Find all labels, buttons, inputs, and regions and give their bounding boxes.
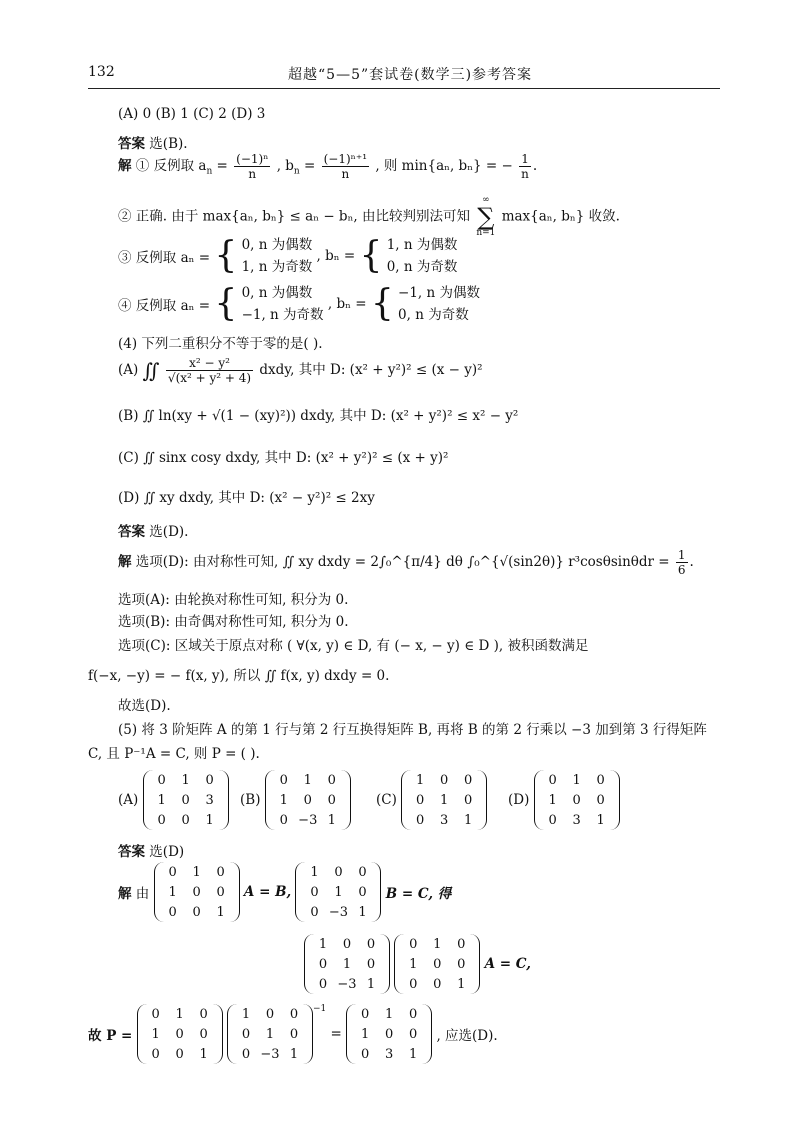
matrix-cell: 0 — [440, 772, 449, 788]
matrix-cell: 0 — [241, 1026, 251, 1042]
matrix-cell: 3 — [205, 792, 214, 808]
matrix-row — [311, 974, 383, 994]
matrix-cell: 3 — [440, 812, 449, 828]
matrix-row — [302, 862, 374, 882]
matrix-row — [272, 810, 344, 830]
q4-option-d: (D) ∬ xy dxdy, 其中 D: (x² − y²)² ≤ 2xy — [118, 490, 375, 506]
q5-final — [88, 1004, 498, 1064]
text: , bₙ = — [327, 296, 367, 312]
matrix-cell: 0 — [572, 792, 581, 808]
matrix-row — [144, 1004, 216, 1024]
q4-solution-c2: f(−x, −y) = − f(x, y), 所以 ∬ f(x, y) dxdy = 0. — [88, 668, 390, 684]
matrix — [143, 770, 229, 830]
q5-stem-1: (5) 将 3 阶矩阵 A 的第 1 行与第 2 行互换得矩阵 B, 再将 B 的第 2 行乘以 −3 加到第 3 行得矩阵 — [118, 722, 707, 738]
frac-num: (−1)ⁿ — [236, 152, 269, 166]
case-1: 0, n 为偶数 — [241, 237, 313, 253]
header-title: 超越“5—5”套试卷(数学三)参考答案 — [288, 67, 533, 83]
matrix-cell: 0 — [310, 904, 319, 920]
matrix-cell: 0 — [199, 1006, 208, 1022]
text: dxdy, 其中 D: (x² + y²)² ≤ (x − y)² — [259, 362, 483, 378]
text: 故 P = — [88, 1028, 133, 1044]
matrix-cell: 0 — [385, 1026, 394, 1042]
frac-den: 6 — [677, 563, 686, 577]
matrix — [295, 862, 381, 922]
text: ④ 反例取 aₙ = — [118, 298, 211, 314]
q3-answer — [118, 132, 188, 152]
matrix-cell: 0 — [199, 1026, 208, 1042]
frac-num: 1 — [677, 548, 686, 562]
matrix-cell: 1 — [548, 792, 557, 808]
matrix-cell: 0 — [289, 1026, 299, 1042]
text: B = C, 得 — [385, 886, 452, 902]
matrix-cell: 0 — [192, 884, 201, 900]
fraction — [166, 356, 253, 385]
matrix-cell: 0 — [318, 976, 328, 992]
matrix-cell: 1 — [318, 936, 328, 952]
answer-label: 答案 — [118, 844, 145, 860]
q4-solution-c1: 选项(C): 区域关于原点对称 ( ∀(x, y) ∈ D, 有 (− x, − y) ∈ D ), 被积函数满足 — [118, 638, 589, 654]
fraction — [519, 152, 531, 181]
matrix-cell: 0 — [216, 864, 225, 880]
case-2: 0, n 为奇数 — [386, 259, 458, 275]
inverse-exponent: −1 — [312, 1004, 327, 1014]
matrix-cell: 1 — [327, 812, 336, 828]
fraction — [234, 152, 270, 181]
q5-option-b — [240, 770, 351, 830]
matrix-cell: 1 — [361, 1026, 370, 1042]
text: A = B, — [243, 884, 292, 900]
matrix-cell: 1 — [596, 812, 605, 828]
text: = — [330, 1026, 342, 1042]
matrix-cell: 3 — [385, 1046, 394, 1062]
case-1: 1, n 为偶数 — [386, 237, 458, 253]
matrix-cell: 0 — [279, 772, 288, 788]
q5-solution-2 — [304, 934, 531, 994]
matrix-row — [144, 1024, 216, 1044]
matrix — [401, 770, 487, 830]
matrix-cell: 0 — [175, 1046, 184, 1062]
matrix-cell: 0 — [342, 936, 352, 952]
matrix-cell: 1 — [464, 812, 473, 828]
matrix-cell: 0 — [151, 1006, 160, 1022]
q5-stem-2: C, 且 P⁻¹A = C, 则 P = ( ). — [88, 746, 260, 762]
q4-solution-d: 解 选项(D): 由对称性可知, ∬ xy dxdy = 2∫₀^{π/4} dθ ∫₀^{√(sin2θ)} r³cosθsinθdr = $\frac{1}{6}$ . — [118, 548, 694, 577]
q5-solution-1 — [118, 862, 451, 922]
matrix-cell: 1 — [303, 772, 312, 788]
frac-den: √(x² + y² + 4) — [167, 371, 252, 385]
matrix-cell: −3 — [337, 976, 357, 992]
cases — [398, 282, 480, 326]
answer-label: 答案 — [118, 524, 145, 540]
matrix-row — [408, 810, 480, 830]
matrix-cell: 0 — [361, 1046, 370, 1062]
matrix-row — [272, 790, 344, 810]
matrix — [265, 770, 351, 830]
matrix-cell: 0 — [334, 864, 343, 880]
matrix-cell: 1 — [181, 772, 190, 788]
matrix-cell: 1 — [409, 1046, 418, 1062]
text: , b — [276, 158, 294, 174]
case-1: −1, n 为偶数 — [398, 285, 481, 301]
matrix-cell: 0 — [416, 792, 425, 808]
matrix-row — [408, 790, 480, 810]
option-label: (D) — [508, 792, 530, 808]
page-header — [88, 64, 720, 88]
header-rule — [88, 88, 720, 89]
matrix-cell: 0 — [409, 1026, 418, 1042]
matrix-row — [150, 770, 222, 790]
sum-top: ∞ — [482, 195, 490, 205]
matrix-cell: 0 — [409, 936, 418, 952]
cases — [387, 234, 458, 278]
matrix-row — [234, 1024, 306, 1044]
answer-text: 选(B). — [149, 136, 188, 152]
matrix-cell: 0 — [168, 904, 177, 920]
q3-solution-1: 解 ① 反例取 $a_n$ = $\frac{\text{(−1)ⁿ}}{n}$ , $b_n$ = $\frac{\text{(−1)ⁿ⁺¹}}{n}$ , 则 min{aₙ, bₙ} = − $\frac{1}{n}$ . — [118, 152, 538, 181]
q4-solution-b: 选项(B): 由奇偶对称性可知, 积分为 0. — [118, 614, 349, 630]
matrix-cell: 1 — [334, 884, 343, 900]
matrix-cell: 3 — [572, 812, 581, 828]
matrix-row — [353, 1044, 425, 1064]
q3-solution-2 — [118, 196, 620, 238]
matrix-row — [401, 934, 473, 954]
frac-den: n — [341, 167, 350, 181]
matrix-cell: 0 — [596, 772, 605, 788]
matrix-row — [401, 974, 473, 994]
q4-stem: (4) 下列二重积分不等于零的是( ). — [118, 336, 323, 352]
matrix-cell: 0 — [464, 772, 473, 788]
fraction — [676, 548, 688, 577]
matrix-cell: 1 — [265, 1026, 275, 1042]
matrix — [346, 1004, 432, 1064]
answer-label: 答案 — [118, 136, 145, 152]
text: , bₙ = — [316, 248, 356, 264]
matrix-cell: 1 — [279, 792, 288, 808]
matrix-cell: 0 — [157, 772, 166, 788]
matrix-cell: 1 — [310, 864, 319, 880]
matrix-row — [353, 1024, 425, 1044]
matrix-row — [541, 770, 613, 790]
matrix-cell: 1 — [168, 884, 177, 900]
q4-answer — [118, 520, 188, 540]
cases — [242, 282, 324, 326]
matrix-cell: 0 — [433, 956, 442, 972]
matrix-cell: 1 — [205, 812, 214, 828]
text: ② 正确. 由于 max{aₙ, bₙ} ≤ aₙ − bₙ, 由比较判别法可知 — [118, 208, 471, 225]
frac-num: (−1)ⁿ⁺¹ — [323, 152, 368, 166]
matrix-cell: 1 — [151, 1026, 160, 1042]
solution-label: 解 — [118, 158, 132, 174]
text: , 应选(D). — [436, 1028, 498, 1044]
matrix-row — [541, 790, 613, 810]
option-label: (B) — [240, 792, 261, 808]
solution-label: 解 — [118, 886, 132, 902]
answer-text: 选(D) — [149, 844, 185, 860]
matrix-row — [161, 882, 233, 902]
matrix-row — [311, 934, 383, 954]
page-number: 132 — [88, 64, 115, 80]
matrix-cell: 0 — [358, 884, 367, 900]
sum-bottom: n=1 — [476, 228, 496, 238]
matrix-cell: 1 — [289, 1046, 299, 1062]
text: 由 — [135, 886, 150, 902]
q4-option-b: (B) ∬ ln(xy + √(1 − (xy)²)) dxdy, 其中 D: (x² + y²)² ≤ x² − y² — [118, 408, 519, 424]
text: 选项(D): 由对称性可知, ∬ xy dxdy = 2∫₀^{π/4} dθ ∫₀^{√(sin2θ)} r³cosθsinθdr = — [135, 554, 670, 570]
matrix-cell: 1 — [157, 792, 166, 808]
matrix-cell: 0 — [366, 936, 376, 952]
matrix-cell: 0 — [181, 792, 190, 808]
matrix-cell: 0 — [157, 812, 166, 828]
q4-conclusion: 故选(D). — [118, 698, 171, 714]
matrix-cell: 0 — [596, 792, 605, 808]
matrix-cell: 0 — [548, 772, 557, 788]
matrix-cell: 0 — [151, 1046, 160, 1062]
option-label: (C) — [376, 792, 397, 808]
matrix-cell: 0 — [366, 956, 376, 972]
q4-solution-a: 选项(A): 由轮换对称性可知, 积分为 0. — [118, 592, 349, 608]
answer-text: 选(D). — [149, 524, 189, 540]
q3-solution-3: ③ 反例取 aₙ = { 0, n 为偶数 1, n 为奇数 , bₙ = { 1, n 为偶数 0, n 为奇数 — [118, 235, 458, 276]
matrix-cell: 0 — [205, 772, 214, 788]
matrix-cell: 0 — [409, 1006, 418, 1022]
matrix-cell: 1 — [572, 772, 581, 788]
matrix — [534, 770, 620, 830]
matrix-cell: 0 — [433, 976, 442, 992]
matrix-cell: 0 — [318, 956, 328, 972]
matrix-cell: 1 — [440, 792, 449, 808]
matrix-cell: 0 — [303, 792, 312, 808]
q5-option-c — [376, 770, 487, 830]
matrix-row — [302, 882, 374, 902]
matrix-row — [408, 770, 480, 790]
matrix-cell: 0 — [192, 904, 201, 920]
matrix-cell: 1 — [433, 936, 442, 952]
matrix-row — [272, 770, 344, 790]
matrix-cell: 1 — [216, 904, 225, 920]
matrix-cell: 0 — [241, 1046, 251, 1062]
case-2: 0, n 为奇数 — [398, 307, 469, 323]
matrix-cell: −3 — [328, 904, 349, 920]
q5-answer — [118, 840, 184, 860]
sum-symbol: ∞ ∑ n=1 — [476, 195, 496, 238]
matrix-row — [541, 810, 613, 830]
matrix-cell: 0 — [464, 792, 473, 808]
matrix-cell: 0 — [181, 812, 190, 828]
option-label: (A) — [118, 362, 139, 378]
q3-solution-4: ④ 反例取 aₙ = { 0, n 为偶数 −1, n 为奇数 , bₙ = { −1, n 为偶数 0, n 为奇数 — [118, 283, 481, 324]
matrix-row — [144, 1044, 216, 1064]
case-2: 1, n 为奇数 — [241, 259, 313, 275]
matrix-cell: 0 — [327, 772, 336, 788]
matrix-cell: 1 — [366, 976, 376, 992]
matrix-cell: 1 — [416, 772, 425, 788]
frac-num: 1 — [519, 152, 531, 167]
matrix-row — [234, 1044, 306, 1064]
matrix-row — [311, 954, 383, 974]
matrix — [227, 1004, 313, 1064]
matrix-cell: 0 — [457, 936, 466, 952]
matrix-cell: 1 — [457, 976, 466, 992]
matrix-cell: 0 — [361, 1006, 370, 1022]
matrix-cell: 0 — [409, 976, 418, 992]
text: , 则 min{aₙ, bₙ} = − — [375, 158, 513, 174]
option-label: (A) — [118, 792, 139, 808]
matrix — [137, 1004, 223, 1064]
fraction — [322, 152, 369, 181]
matrix-cell: 1 — [241, 1006, 251, 1022]
matrix-cell: 1 — [409, 956, 418, 972]
solution-label: 解 — [118, 554, 132, 570]
matrix-cell: 1 — [358, 904, 367, 920]
matrix-row — [353, 1004, 425, 1024]
q3-options: (A) 0 (B) 1 (C) 2 (D) 3 — [118, 106, 266, 122]
matrix-cell: 0 — [548, 812, 557, 828]
matrix-row — [302, 902, 374, 922]
q5-option-d — [508, 770, 620, 830]
matrix-cell: 0 — [289, 1006, 299, 1022]
cases — [242, 234, 313, 278]
matrix-cell: 0 — [175, 1026, 184, 1042]
frac-num: x² − y² — [166, 356, 253, 371]
matrix-cell: 0 — [265, 1006, 275, 1022]
text: ③ 反例取 aₙ = — [118, 250, 211, 266]
matrix-cell: 0 — [457, 956, 466, 972]
matrix-row — [401, 954, 473, 974]
matrix-cell: 0 — [358, 864, 367, 880]
text: max{aₙ, bₙ} 收敛. — [501, 208, 620, 225]
matrix-row — [234, 1004, 306, 1024]
matrix-cell: 0 — [310, 884, 319, 900]
matrix-cell: 1 — [192, 864, 201, 880]
matrix-row — [161, 862, 233, 882]
matrix — [154, 862, 240, 922]
matrix-cell: 0 — [327, 792, 336, 808]
q5-option-a — [118, 770, 229, 830]
matrix — [394, 934, 480, 994]
matrix — [304, 934, 390, 994]
matrix-cell: 0 — [416, 812, 425, 828]
matrix-cell: 1 — [342, 956, 352, 972]
q4-option-a: (A) ∬ $\frac{\text{x² − y²}}{\text{√(x² + y² + 4)}}$ dxdy, 其中 D: (x² + y²)² ≤ (x − y)² — [118, 356, 483, 385]
matrix-cell: 0 — [168, 864, 177, 880]
matrix-cell: 0 — [279, 812, 288, 828]
matrix-cell: −3 — [298, 812, 318, 828]
frac-den: n — [521, 167, 529, 181]
matrix-row — [150, 790, 222, 810]
case-1: 0, n 为偶数 — [241, 285, 313, 301]
matrix-row — [161, 902, 233, 922]
text: A = C, — [484, 956, 531, 972]
matrix-cell: 1 — [199, 1046, 208, 1062]
matrix-cell: −3 — [260, 1046, 280, 1062]
frac-den: n — [248, 167, 257, 181]
matrix-cell: 0 — [216, 884, 225, 900]
text: ① 反例取 a — [135, 158, 207, 174]
matrix-row — [150, 810, 222, 830]
matrix-cell: 1 — [175, 1006, 184, 1022]
case-2: −1, n 为奇数 — [241, 307, 324, 323]
q4-option-c: (C) ∬ sinx cosy dxdy, 其中 D: (x² + y²)² ≤ (x + y)² — [118, 450, 449, 466]
matrix-cell: 1 — [385, 1006, 394, 1022]
